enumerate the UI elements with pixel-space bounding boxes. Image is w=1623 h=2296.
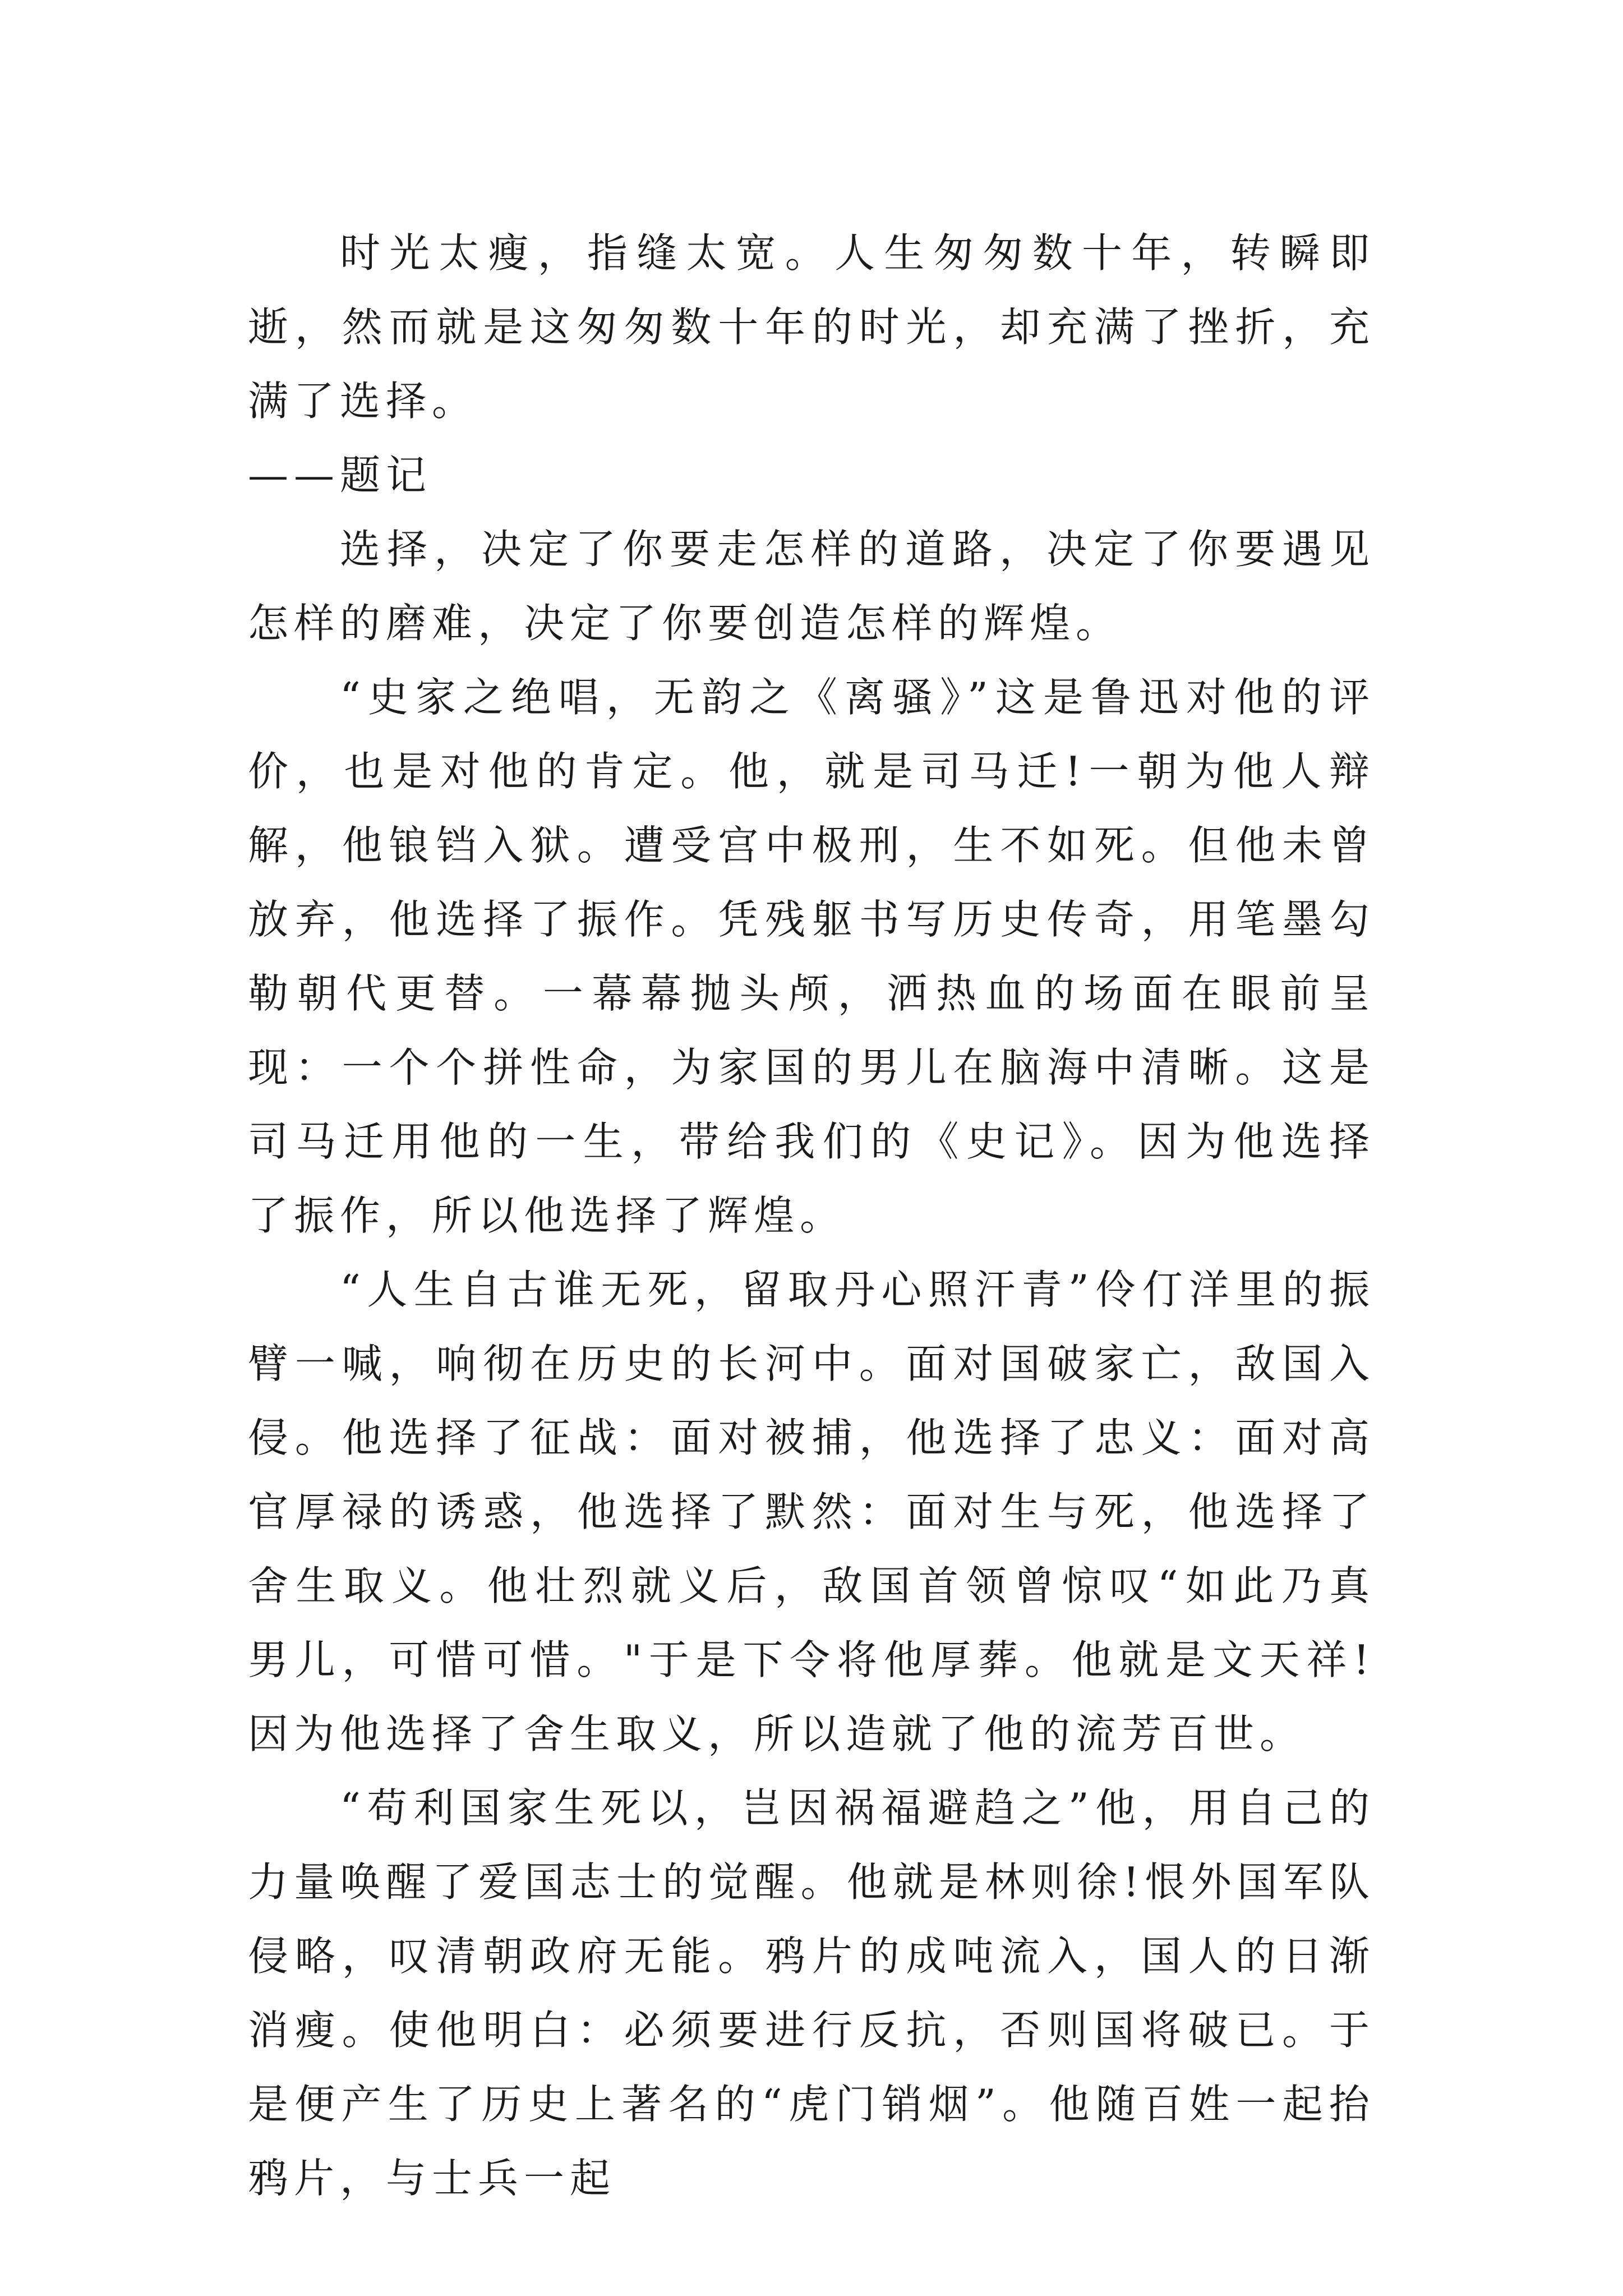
intro-paragraph: 选择，决定了你要走怎样的道路，决定了你要遇见怎样的磨难，决定了你要创造怎样的辉煌。 — [248, 526, 1375, 647]
epigraph-paragraph: 时光太瘦，指缝太宽。人生匆匆数十年，转瞬即逝，然而就是这匆匆数十年的时光，却充满了挫折，充满了选择。 — [248, 229, 1375, 425]
lin-zexu-paragraph: “苟利国家生死以，岂因祸福避趋之”他，用自己的力量唤醒了爱国志士的觉醒。他就是林则徐!恨外国军队侵略，叹清朝政府无能。鸦片的成吨流入，国人的日渐消瘦。使他明白：必须要进行反抗，否则国将破已。于是便产生了历史上著名的“虎门销烟”。他随百姓一起抬鸦片，与士兵一起 — [248, 1784, 1375, 2202]
wen-tianxiang-paragraph: “人生自古谁无死，留取丹心照汗青”伶仃洋里的振臂一喊，响彻在历史的长河中。面对国破家亡，敌国入侵。他选择了征战：面对被捕，他选择了忠义：面对高官厚禄的诱惑，他选择了默然：面对生与死，他选择了舍生取义。他壮烈就义后，敌国首领曾惊叹“如此乃真男儿，可惜可惜。"于是下令将他厚葬。他就是文天祥!因为他选择了舍生取义，所以造就了他的流芳百世。 — [248, 1266, 1375, 1757]
epigraph-attribution: ——题记 — [248, 452, 432, 499]
essay-body — [248, 216, 1375, 2215]
sima-qian-paragraph: “史家之绝唱，无韵之《离骚》”这是鲁迅对他的评价，也是对他的肯定。他，就是司马迁!一朝为他人辩解，他锒铛入狱。遭受宫中极刑，生不如死。但他未曾放弃，他选择了振作。凭残躯书写历史传奇，用笔墨勾勒朝代更替。一幕幕抛头颅，洒热血的场面在眼前呈现：一个个拼性命，为家国的男儿在脑海中清晰。这是司马迁用他的一生，带给我们的《史记》。因为他选择了振作，所以他选择了辉煌。 — [248, 674, 1375, 1239]
